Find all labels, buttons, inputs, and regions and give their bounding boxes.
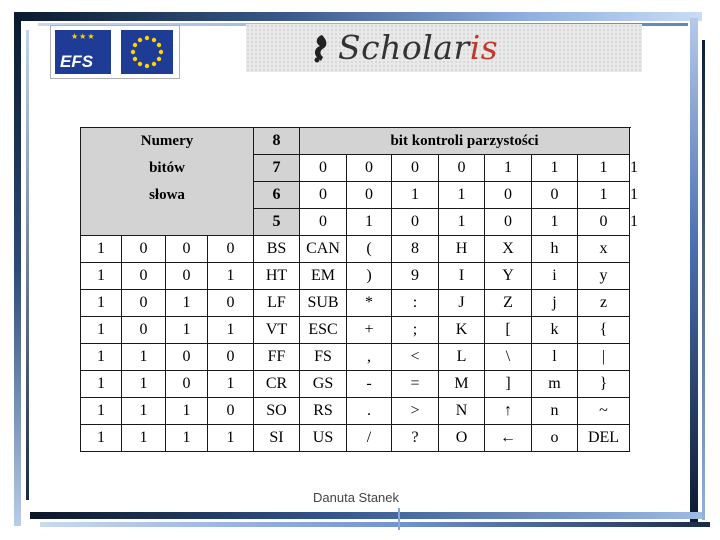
frame-bottom-bar <box>30 512 702 519</box>
character-cell: L <box>439 344 485 371</box>
lower-bit-cell: 0 <box>122 317 166 344</box>
character-cell: = <box>392 371 439 398</box>
character-cell: O <box>439 425 485 452</box>
character-cell: { <box>578 317 630 344</box>
character-cell: n <box>532 398 578 425</box>
character-cell: * <box>347 290 392 317</box>
lower-bit-cell: 1 <box>81 344 122 371</box>
lower-bit-cell: 1 <box>166 398 208 425</box>
header-row-bit-8 <box>81 128 630 155</box>
lower-bit-cell: 1 <box>122 425 166 452</box>
upper-bit-cell: 0 <box>392 209 439 236</box>
character-cell: h <box>532 236 578 263</box>
header-label-line-2: bitów <box>81 155 254 182</box>
character-cell: : <box>392 290 439 317</box>
lower-bit-cell: 1 <box>122 398 166 425</box>
lower-bit-cell: 1 <box>122 371 166 398</box>
character-cell: ESC <box>300 317 347 344</box>
lower-bit-cell: 1 <box>208 425 254 452</box>
character-cell: K <box>439 317 485 344</box>
character-cell: 9 <box>392 263 439 290</box>
upper-bit-cell: 1 <box>532 155 578 182</box>
character-cell: J <box>439 290 485 317</box>
character-cell: HT <box>254 263 300 290</box>
lower-bit-cell: 1 <box>81 263 122 290</box>
character-cell: ~ <box>578 398 630 425</box>
character-cell: l <box>532 344 578 371</box>
character-cell: GS <box>300 371 347 398</box>
header-label-blank <box>81 209 254 236</box>
eu-flag-icon <box>121 30 173 74</box>
character-cell: < <box>392 344 439 371</box>
character-cell: ( <box>347 236 392 263</box>
header-row-bit-5: 5 0 1 0 1 0 1 0 1 <box>81 209 630 236</box>
character-cell: 8 <box>392 236 439 263</box>
upper-bit-cell: 1 <box>578 182 630 209</box>
character-cell: o <box>532 425 578 452</box>
character-cell: > <box>392 398 439 425</box>
character-cell: ? <box>392 425 439 452</box>
character-cell: + <box>347 317 392 344</box>
lower-bit-cell: 0 <box>122 290 166 317</box>
lower-bit-cell: 1 <box>81 236 122 263</box>
upper-bit-cell: 1 <box>532 209 578 236</box>
character-cell: ↑ <box>485 398 532 425</box>
lower-bit-cell: 1 <box>208 317 254 344</box>
efs-logo-box <box>55 30 111 74</box>
table-row <box>81 263 630 290</box>
header-label-line-3: słowa <box>81 182 254 209</box>
upper-bit-cell: 0 <box>532 182 578 209</box>
efs-logo-text: EFS <box>60 52 94 71</box>
table-row <box>81 317 630 344</box>
lower-bit-cell: 1 <box>122 344 166 371</box>
lower-bit-cell: 1 <box>208 263 254 290</box>
character-cell: FF <box>254 344 300 371</box>
character-cell: | <box>578 344 630 371</box>
frame-top-bar <box>14 12 702 21</box>
bit-number-8: 8 <box>254 128 300 155</box>
character-cell: . <box>347 398 392 425</box>
upper-bit-cell: 1 <box>392 182 439 209</box>
lower-bit-cell: 1 <box>208 371 254 398</box>
character-cell: m <box>532 371 578 398</box>
character-cell: SO <box>254 398 300 425</box>
table-row <box>81 398 630 425</box>
lower-bit-cell: 0 <box>208 398 254 425</box>
upper-bit-cell: 0 <box>485 209 532 236</box>
character-cell: , <box>347 344 392 371</box>
table-row <box>81 425 630 452</box>
character-cell: ] <box>485 371 532 398</box>
bit-number-7: 7 <box>254 155 300 182</box>
upper-bit-cell: 0 <box>300 182 347 209</box>
efs-logo <box>50 25 180 79</box>
character-cell: k <box>532 317 578 344</box>
upper-bit-cell: 0 <box>347 182 392 209</box>
lower-bit-cell: 0 <box>122 263 166 290</box>
character-cell: } <box>578 371 630 398</box>
upper-bit-cell: 0 <box>300 209 347 236</box>
bit-number-5: 5 <box>254 209 300 236</box>
scholaris-logo <box>246 24 642 72</box>
character-cell: - <box>347 371 392 398</box>
character-cell: CAN <box>300 236 347 263</box>
lower-bit-cell: 1 <box>81 317 122 344</box>
lower-bit-cell: 0 <box>208 344 254 371</box>
character-cell: H <box>439 236 485 263</box>
character-cell: Y <box>485 263 532 290</box>
scholaris-text-accent: is <box>469 28 499 67</box>
character-cell: SI <box>254 425 300 452</box>
table-row <box>81 236 630 263</box>
upper-bit-cell: 0 <box>392 155 439 182</box>
frame-right-bar <box>690 18 698 523</box>
character-cell: ← <box>485 425 532 452</box>
header-label-line-1: Numery <box>81 128 254 155</box>
character-cell: CR <box>254 371 300 398</box>
character-cell: VT <box>254 317 300 344</box>
frame-bottom-stripe <box>40 522 710 527</box>
table-row <box>81 290 630 317</box>
upper-bit-cell: 1 <box>347 209 392 236</box>
character-cell: i <box>532 263 578 290</box>
frame-right-stripe <box>702 40 705 520</box>
upper-bit-cell: 1 <box>485 155 532 182</box>
frame-left-stripe <box>26 30 29 500</box>
scholaris-text-main: Scholar <box>338 28 470 67</box>
frame-left-bar <box>14 16 21 526</box>
lower-bit-cell: 1 <box>81 425 122 452</box>
character-cell: [ <box>485 317 532 344</box>
footer-author: Danuta Stanek <box>313 490 400 505</box>
lower-bit-cell: 1 <box>166 425 208 452</box>
table-row <box>81 371 630 398</box>
character-cell: ; <box>392 317 439 344</box>
character-cell: LF <box>254 290 300 317</box>
lower-bit-cell: 1 <box>166 317 208 344</box>
character-cell: ) <box>347 263 392 290</box>
upper-bit-cell: 0 <box>300 155 347 182</box>
character-cell: x <box>578 236 630 263</box>
upper-bit-cell: 0 <box>485 182 532 209</box>
header-row-bit-7: bitów 7 0 0 0 0 1 1 1 1 <box>81 155 630 182</box>
ascii-code-table <box>80 127 638 452</box>
lower-bit-cell: 0 <box>166 263 208 290</box>
lower-bit-cell: 1 <box>81 371 122 398</box>
character-cell: US <box>300 425 347 452</box>
header-row-bit-6: słowa 6 0 0 1 1 0 0 1 1 <box>81 182 630 209</box>
character-cell: j <box>532 290 578 317</box>
upper-bit-cell: 0 <box>578 209 630 236</box>
lower-bit-cell: 1 <box>81 290 122 317</box>
character-cell: FS <box>300 344 347 371</box>
upper-bit-cell: 1 <box>439 209 485 236</box>
character-cell: EM <box>300 263 347 290</box>
table-row <box>81 344 630 371</box>
character-cell: I <box>439 263 485 290</box>
efs-stars-icon: ★★★ <box>71 32 96 41</box>
lower-bit-cell: 1 <box>81 398 122 425</box>
lower-bit-cell: 0 <box>166 371 208 398</box>
character-cell: M <box>439 371 485 398</box>
character-cell: \ <box>485 344 532 371</box>
character-cell: DEL <box>578 425 630 452</box>
lower-bit-cell: 0 <box>208 236 254 263</box>
upper-bit-cell: 0 <box>347 155 392 182</box>
lower-bit-cell: 0 <box>122 236 166 263</box>
table-body <box>81 236 630 452</box>
lower-bit-cell: 0 <box>166 236 208 263</box>
lower-bit-cell: 0 <box>208 290 254 317</box>
character-cell: X <box>485 236 532 263</box>
upper-bit-cell: 1 <box>439 182 485 209</box>
frame-bottom-divider <box>398 508 400 530</box>
character-cell: SUB <box>300 290 347 317</box>
lower-bit-cell: 0 <box>166 344 208 371</box>
character-cell: z <box>578 290 630 317</box>
lower-bit-cell: 1 <box>166 290 208 317</box>
scholaris-wordmark <box>338 28 498 67</box>
character-cell: / <box>347 425 392 452</box>
character-cell: N <box>439 398 485 425</box>
upper-bit-cell: 0 <box>439 155 485 182</box>
parity-bit-title: bit kontroli parzystości <box>300 128 630 155</box>
scholaris-mark-icon <box>310 33 334 63</box>
character-cell: BS <box>254 236 300 263</box>
upper-bit-cell: 1 <box>578 155 630 182</box>
character-cell: RS <box>300 398 347 425</box>
bit-number-6: 6 <box>254 182 300 209</box>
character-cell: Z <box>485 290 532 317</box>
character-cell: y <box>578 263 630 290</box>
